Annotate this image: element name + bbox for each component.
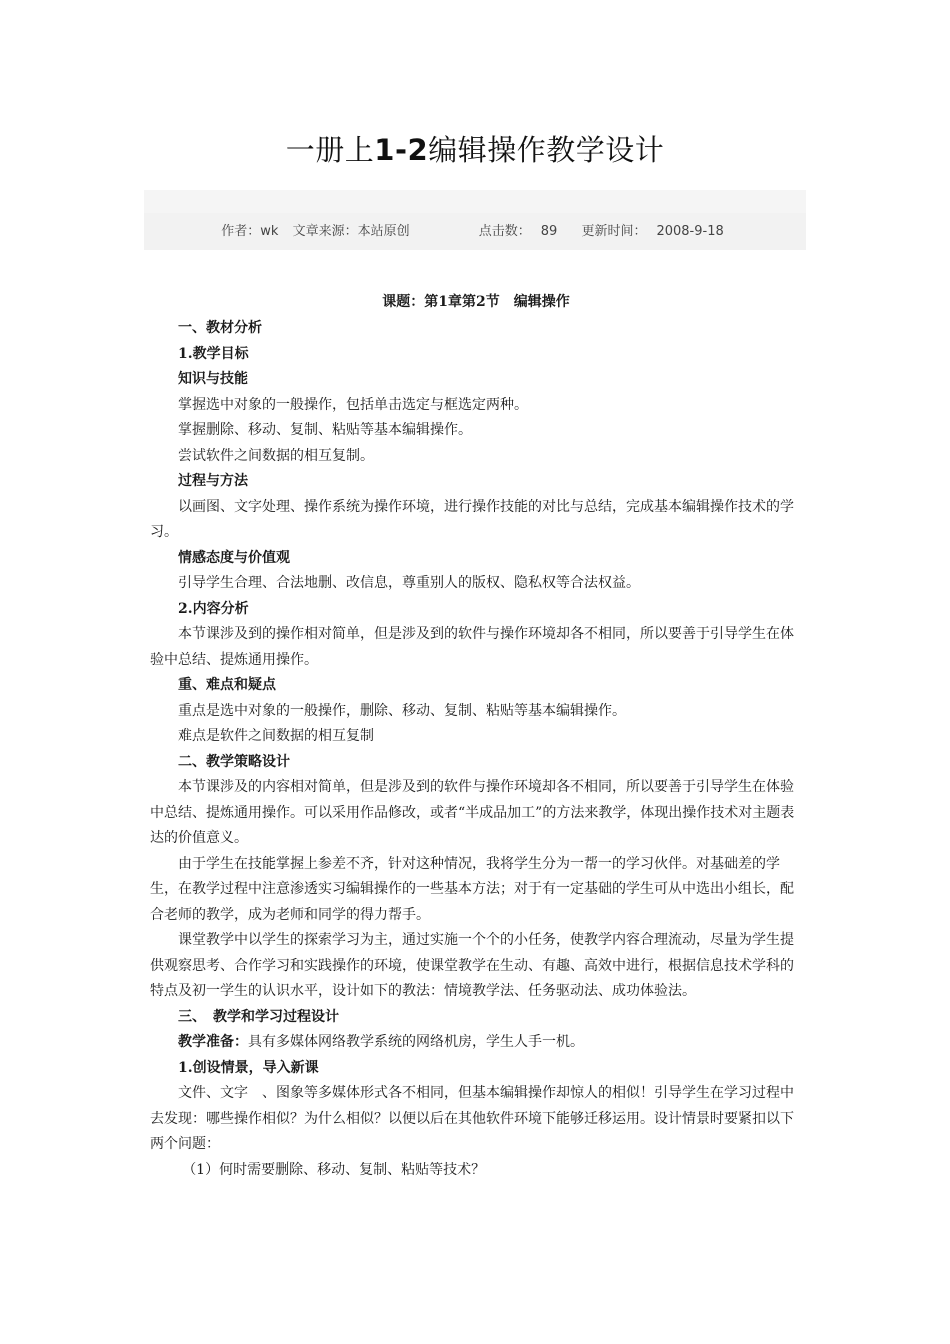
body-paragraph: 难点是软件之间数据的相互复制 (178, 728, 374, 744)
prep-paragraph (150, 1030, 802, 1056)
question-item: （1）何时需要删除、移动、复制、粘贴等技术？ (182, 1161, 486, 1178)
section-heading: 2.内容分析 (178, 600, 249, 617)
step1-paragraph: 文件、文字 、图象等多媒体形式各不相同，但基本编辑操作却惊人的相似！引导学生在学习过程中去发现：哪些操作相似？为什么相似？以便以后在其他软件环境下能够迁移运用。设计情景时要紧扣以下两个问题： (150, 1085, 794, 1152)
body-paragraph: 尝试软件之间数据的相互复制。 (178, 447, 374, 464)
section-heading: 一、教材分析 (178, 320, 262, 336)
hits-info (474, 224, 563, 239)
section-heading: 1.教学目标 (178, 345, 249, 362)
updated-info (576, 224, 728, 239)
body-paragraph: 课堂教学中以学生的探索学习为主，通过实施一个个的小任务，使教学内容合理流动，尽量为学生提供观察思考、合作学习和实践操作的环境，使课堂教学在生动、有趣、高效中进行，根据信息技术学科的特点及初一学生的认识水平，设计如下的教法：情境教学法、任务驱动法、成功体验法。 (150, 932, 794, 999)
title-prefix: 一册上 (285, 133, 375, 167)
author-info: 作者：wk (221, 224, 279, 239)
section-heading: 知识与技能 (178, 371, 248, 387)
title-number: 1-2 (374, 133, 429, 167)
hits-label: 点击数： (478, 224, 531, 239)
lesson-topic: 课题：第1章第2节 编辑操作 (382, 294, 570, 310)
updated-date: 2008-9-18 (656, 224, 724, 239)
article-body (150, 290, 802, 1183)
prep-text: 具有多媒体网络教学系统的网络机房，学生人手一机。 (248, 1034, 584, 1050)
prep-label: 教学准备： (178, 1034, 248, 1050)
section-heading: 重、难点和疑点 (178, 677, 276, 693)
body-paragraph: 本节课涉及的内容相对简单，但是涉及到的软件与操作环境却各不相同，所以要善于引导学生在体验中总结、提炼通用操作。可以采用作品修改，或者“半成品加工”的方法来教学，体现出操作技术对主题表达的价值意义。 (150, 779, 795, 846)
title-suffix: 编辑操作教学设计 (428, 133, 665, 167)
body-paragraph: 本节课涉及到的操作相对简单，但是涉及到的软件与操作环境却各不相同，所以要善于引导学生在体验中总结、提炼通用操作。 (150, 626, 794, 668)
source-info: 文章来源：本站原创 (292, 224, 410, 239)
hits-count: 89 (540, 224, 558, 239)
body-paragraph: 由于学生在技能掌握上参差不齐，针对这种情况，我将学生分为一帮一的学习伙伴。对基础差的学生，在教学过程中注意渗透实习编辑操作的一些基本方法；对于有一定基础的学生可从中选出小组长，配合老师的教学，成为老师和同学的得力帮手。 (150, 855, 794, 923)
body-paragraph: 掌握选中对象的一般操作，包括单击选定与框选定两种。 (178, 396, 528, 413)
body-paragraph: 掌握删除、移动、复制、粘贴等基本编辑操作。 (178, 422, 472, 438)
paragraph-list (150, 316, 802, 1030)
article-meta-line (144, 220, 806, 239)
meta-bar-strip (144, 190, 806, 213)
updated-label: 更新时间： (581, 224, 647, 239)
article-meta-bar (144, 190, 806, 250)
section-heading: 情感态度与价值观 (178, 549, 290, 566)
body-paragraph: 以画图、文字处理、操作系统为操作环境，进行操作技能的对比与总结，完成基本编辑操作技术的学习。 (150, 498, 794, 540)
section-heading: 二、教学策略设计 (178, 753, 290, 770)
page-title (0, 128, 950, 169)
body-paragraph: 引导学生合理、合法地删、改信息，尊重别人的版权、隐私权等合法权益。 (178, 575, 640, 591)
step1-heading: 1.创设情景，导入新课 (178, 1059, 319, 1076)
section-heading: 三、 教学和学习过程设计 (178, 1008, 339, 1025)
body-paragraph: 重点是选中对象的一般操作，删除、移动、复制、粘贴等基本编辑操作。 (178, 702, 626, 719)
section-heading: 过程与方法 (178, 473, 248, 489)
